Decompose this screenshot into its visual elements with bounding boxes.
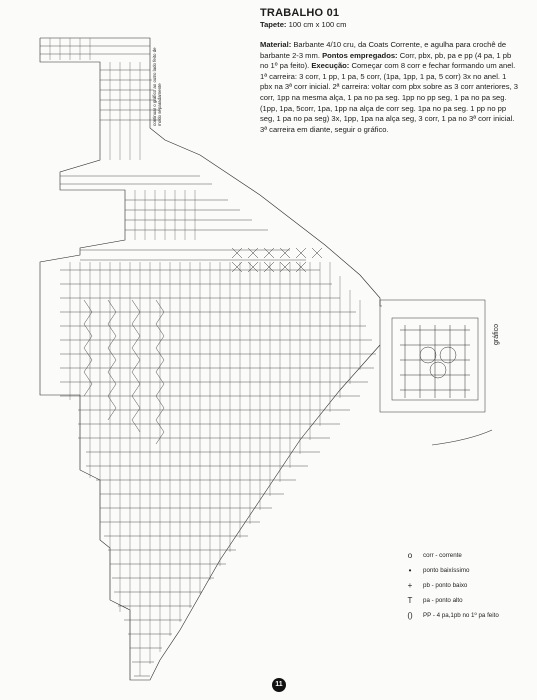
material-label: Material:: [260, 40, 292, 49]
legend-label: PP - 4 pa,1pb no 1º pa feito: [423, 612, 499, 619]
double-crochet-icon: T: [407, 596, 413, 605]
popcorn-icon: (): [407, 611, 413, 620]
execucao-label: Execução:: [311, 61, 350, 71]
slip-stitch-icon: •: [408, 566, 412, 575]
chart-zigzag-pattern: [84, 300, 164, 444]
execucao-text: Começar com 8 corr e fechar formando um anel. 1ª carreira: 3 corr, 1 pp, 1 pa, 5 corr, (1pa, 1pp, 1 pa, 5 corr) 3x no anel. 1 pbx na 3ª corr inicial. 2ª carreira: voltar com pbx sobre as 3 corr anteriores, 3 corr, 1pp na mesma alça, 1 pa no pa seg. 1pp no pp seg, 1 pa no pa seg. (1pp, 1pa, 5corr, 1pa, 1pp na alça de corr seg. 1pa no pa seg. 1 pp no pp seg, 1 pa no pa seg) 3x, 1pp, 1pa na alça seg, 3 corr, 1 pa no 3ª corr inicial. 3ª carreira em diante, seguir o gráfico.: [260, 61, 519, 134]
legend-item-double-crochet: [403, 593, 533, 608]
legend-item-single-crochet: [403, 578, 533, 593]
legend-item-slip-stitch: [403, 563, 533, 578]
page-title: TRABALHO 01: [260, 7, 340, 19]
grafico-label: gráfico: [493, 323, 500, 345]
instructions-text: [260, 40, 518, 135]
pontos-label: Pontos empregados:: [322, 50, 398, 60]
material-text: Barbante 4/10 cru, da Coats Corrente, e agulha para crochê de barbante 2-3 mm.: [260, 40, 507, 60]
page-number: 11: [272, 678, 286, 692]
single-crochet-icon: +: [407, 581, 413, 590]
side-note-text: continuar o gráfico ao outro lado feito de modo separadamente: [152, 47, 163, 126]
stitch-legend: [403, 548, 533, 623]
legend-label: pb - ponto baixo: [423, 582, 468, 589]
legend-item-popcorn: [403, 608, 533, 623]
side-note: [152, 44, 192, 126]
center-motif-chart: [380, 300, 485, 412]
tapete-line: [260, 20, 528, 29]
tapete-value: 100 cm x 100 cm: [288, 20, 347, 29]
legend-label: corr - corrente: [423, 552, 462, 559]
pontos-text: Corr, pbx, pb, pa e pp (4 pa, 1 pb no 1º pa feito).: [260, 50, 512, 71]
chain-icon: o: [407, 551, 413, 560]
legend-label: pa - ponto alto: [423, 597, 463, 604]
legend-label: ponto baixíssimo: [423, 567, 470, 574]
tapete-label: Tapete:: [260, 20, 287, 29]
legend-item-chain: [403, 548, 533, 563]
center-motif-arc: [432, 430, 492, 445]
header-block: [260, 7, 528, 29]
